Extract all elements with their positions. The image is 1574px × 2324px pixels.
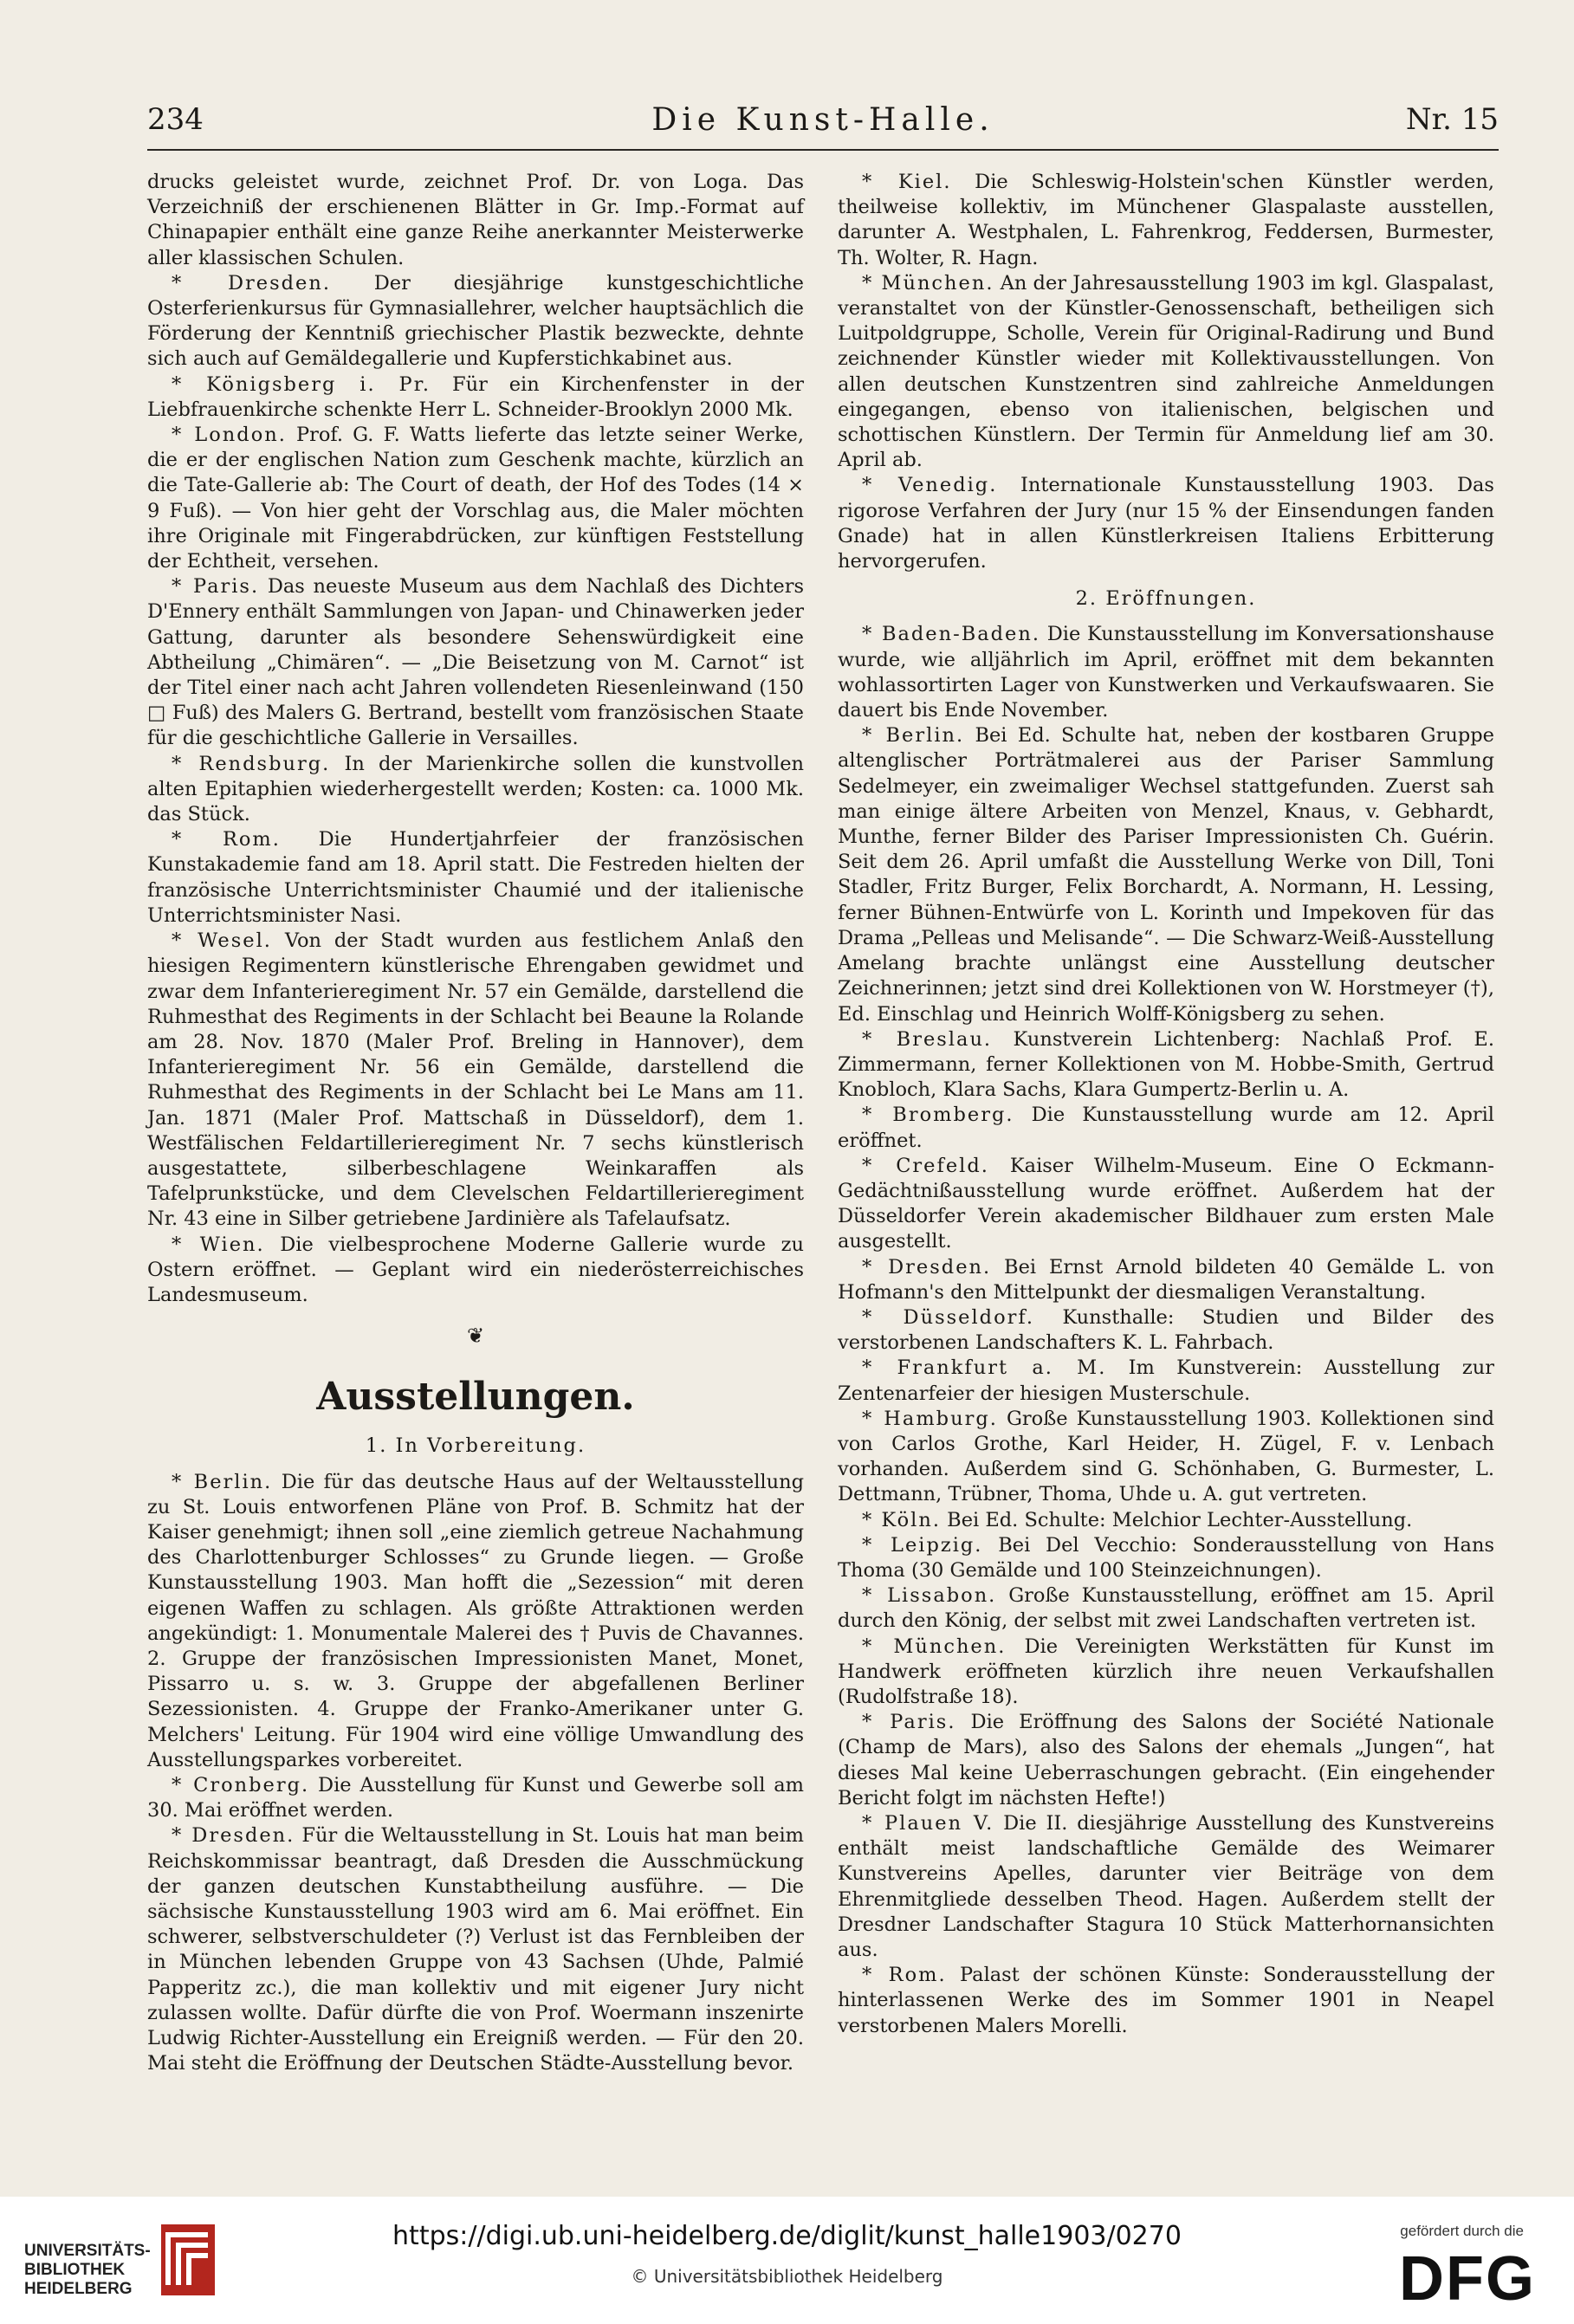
place-name: * Berlin. (172, 1470, 273, 1493)
paragraph (147, 1773, 804, 1823)
paragraph-text: Im Kunstverein: Ausstellung zur Zentenarfeier der hiesigen Musterschule. (838, 1356, 1495, 1405)
paragraph-text: Die Kunstausstellung wurde am 12. April eröffnet. (838, 1104, 1494, 1152)
paragraph-text: Kunsthalle: Studien und Bilder des verstorbenen Landschafters K. L. Fahrbach. (838, 1305, 1495, 1355)
place-name: * Dresden. (172, 1824, 295, 1848)
paragraph (838, 1533, 1494, 1583)
paragraph-text: Die Ausstellung für Kunst und Gewerbe soll am 30. Mai eröffnet werden. (147, 1773, 805, 1822)
journal-title: Die Kunst-Halle. (651, 102, 994, 138)
dfg-logo: DFG (1399, 2244, 1536, 2314)
place-name: * Wien. (172, 1233, 265, 1256)
place-name: * Breslau. (862, 1027, 993, 1051)
place-name: * Dresden. (172, 271, 331, 295)
left-column (147, 170, 804, 2076)
paragraph-text: Prof. G. F. Watts lieferte das letzte seiner Werke, die er der englischen Nation zum Geschenk machte, kürzlich an die Tate-Gallerie ab: The Court of death, der Hof des Todes (14 × 9 Fuß). — Von hier geht der Vorschlag aus, die Maler möchten ihre Originale mit Fingerabdrücken, zur künftigen Feststellung der Echtheit, versehen. (147, 424, 805, 573)
paragraph (838, 622, 1494, 723)
paragraph-text: Bei Ernst Arnold bildeten 40 Gemälde L. von Hofmann's den Mittelpunkt der diesmaligen Veranstaltung. (838, 1255, 1494, 1304)
paragraph-text: drucks geleistet wurde, zeichnet Prof. Dr. von Loga. Das Verzeichniß der erschienenen Blätter in Gr. Imp.-Format auf Chinapapier enthält eine ganze Reihe anerkannter Meisterwerke aller klassischen Schulen. (147, 171, 804, 269)
paragraph (147, 271, 804, 372)
subsection-heading: 2. Eröffnungen. (1075, 587, 1257, 611)
paragraph-text: Die Kunstausstellung im Konversationshause wurde, wie alljährlich im April, eröffnet mit dem bekannten wohlassortirten Lager von Kunstwerken und Verkaufswaaren. Sie dauert bis Ende November. (838, 623, 1494, 722)
place-name: * Paris. (172, 575, 260, 599)
paragraph-text: In der Marienkirche sollen die kunstvollen alten Epitaphien wiederhergestellt werden; Kosten: ca. 1000 Mk. das Stück. (147, 752, 805, 826)
paragraph (838, 723, 1494, 1026)
copyright-notice: © Universitätsbibliothek Heidelberg (631, 2266, 943, 2287)
paragraph (838, 271, 1494, 474)
paragraph (147, 827, 804, 929)
paragraph (838, 473, 1494, 574)
paragraph-text: Von der Stadt wurden aus festlichem Anlaß den hiesigen Regimentern künstlerische Ehrengaben gewidmet und zwar dem Infanterieregiment Nr. 57 ein Gemälde, darstellend die Ruhmesthat des Regiments in der Schlacht bei Beaune la Rolande am 28. Nov. 1870 (Maler Prof. Breling in Hannover), dem Infanterieregiment Nr. 56 ein Gemälde, darstellend die Ruhmesthat des Regiments in der Schlacht bei Le Mans am 11. Jan. 1871 (Maler Prof. Mattschaß in Düsseldorf), dem 1. Westfälischen Feldartillerieregiment Nr. 7 sechs künstlerisch ausgestattete, silberbeschlagene Weinkaraffen als Tafelprunkstücke, und dem Clevelschen Feldartillerieregiment Nr. 43 eine in Silber getriebene Jardinière als Tafelaufsatz. (147, 929, 804, 1231)
place-name: * Crefeld. (862, 1154, 989, 1177)
paragraph-text: Der diesjährige kunstgeschichtliche Osterferienkursus für Gymnasiallehrer, welcher hauptsächlich die Förderung der Kenntniß griechischer Plastik bezweckte, dehnte sich auch auf Gemäldegallerie und Kupferstichkabinet aus. (147, 271, 805, 371)
paragraph-text: Für die Weltausstellung in St. Louis hat man beim Reichskommissar beantragt, daß Dresden die Ausschmückung der ganzen deutschen Kunstabtheilung ausführe. — Die sächsische Kunstausstellung 1903 wird am 6. Mai eröffnet. Ein schwerer, selbstverschuldeter (?) Verlust ist das Fernbleiben der in München lebenden Gruppe von 43 Sachsen (Uhde, Palmié Papperitz zc.), die man kollektiv und mit eigener Jury nicht zulassen wollte. Dafür dürfte die von Prof. Woermann inszenirte Ludwig Richter-Ausstellung ein Ereigniß werden. — Für den 20. Mai steht die Eröffnung der Deutschen Städte-Ausstellung bevor. (147, 1824, 805, 2075)
place-name: * Rendsburg. (172, 752, 331, 775)
place-name: * Berlin. (862, 724, 965, 748)
place-name: * Plauen V. (862, 1812, 994, 1835)
section-title: Ausstellungen. (316, 1375, 635, 1420)
place-name: * Köln. (862, 1508, 941, 1531)
paragraph (147, 423, 804, 574)
library-name-line: BIBLIOTHEK (24, 2261, 126, 2279)
place-name: * London. (172, 424, 287, 447)
paragraph (147, 752, 804, 828)
paragraph (147, 372, 804, 423)
permalink-url[interactable]: https://digi.ub.uni-heidelberg.de/diglit/kunst_halle1903/0270 (392, 2221, 1182, 2251)
paragraph (838, 1508, 1494, 1533)
place-name: * Lissabon. (862, 1584, 997, 1608)
place-name: * Cronberg. (172, 1773, 310, 1796)
header-rule (147, 149, 1499, 151)
fleuron-ornament: ❦ (466, 1324, 485, 1349)
library-name-line: HEIDELBERG (24, 2280, 133, 2298)
subsection-heading: 1. In Vorbereitung. (365, 1434, 586, 1458)
paragraph-text: Die vielbesprochene Moderne Gallerie wurde zu Ostern eröffnet. — Geplant wird ein niederösterreichisches Landesmuseum. (147, 1233, 804, 1306)
paragraph-text: Internationale Kunstausstellung 1903. Das rigorose Verfahren der Jury (nur 15 % der Einsendungen fanden Gnade) hat in allen Künstlerkreisen Italiens Erbitterung hervorgerufen. (838, 474, 1494, 573)
paragraph (147, 1233, 804, 1309)
paragraph (838, 1027, 1494, 1104)
paragraph-text: Die Eröffnung des Salons der Société Nationale (Champ de Mars), also des Salons der ehemals „Jungen“, hat dieses Mal keine Ueberraschungen gebracht. (Ein eingehender Bericht folgt im nächsten Hefte!) (838, 1711, 1494, 1809)
place-name: * Dresden. (862, 1255, 992, 1279)
place-name: * Bromberg. (862, 1104, 1014, 1127)
paragraph-text: Die Schleswig-Holstein'schen Künstler werden, theilweise kollektiv, im Münchener Glaspalaste ausstellen, darunter A. Westphalen, L. Fahrenkrog, Feddersen, Burmester, Th. Wolter, R. Hagn. (838, 171, 1494, 269)
paragraph (147, 929, 804, 1232)
paragraph-text: Palast der schönen Künste: Sonderausstellung der hinterlassenen Werke des im Sommer 1901 in Neapel verstorbenen Malers Morelli. (838, 1964, 1494, 2037)
paragraph (838, 1407, 1494, 1508)
paragraph (838, 1103, 1494, 1153)
paragraph-text: An der Jahresausstellung 1903 im kgl. Glaspalast, veranstaltet von der Künstler-Genossenschaft, betheiligen sich Luitpoldgruppe, Scholle, Verein für Original-Radirung und Bund zeichnender Künstler wieder mit Kollektivausstellungen. Von allen deutschen Kunstzentren sind zahlreiche Anmeldungen eingegangen, ebenso von italienischen, belgischen und schottischen Künstlern. Der Termin für Anmeldung lief am 30. April ab. (838, 271, 1494, 472)
place-name: * Hamburg. (862, 1407, 998, 1430)
issue-number: Nr. 15 (1405, 102, 1499, 137)
paragraph-text: Bei Ed. Schulte hat, neben der kostbaren Gruppe altenglischer Porträtmalerei aus der Pariser Sammlung Sedelmeyer, ein zweimaliger Wechsel stattgefunden. Zuerst sah man einige ältere Arbeiten von Menzel, Knaus, v. Gebhardt, Munthe, ferner Bilder des Pariser Impressionisten Ch. Guérin. Seit dem 26. April umfaßt die Ausstellung Werke von Dill, Toni Stadler, Fritz Burger, Felix Borchardt, A. Normann, H. Lessing, ferner Bühnen-Entwürfe von L. Korinth und Impekoven für das Drama „Pelleas und Melisande“. — Die Schwarz-Weiß-Ausstellung Amelang brachte unlängst eine Ausstellung deutscher Zeichnerinnen; jetzt sind drei Kollektionen von W. Horstmeyer (†), Ed. Einschlag und Heinrich Wolff-Königsberg zu sehen. (838, 724, 1494, 1026)
paragraph (838, 1356, 1494, 1406)
place-name: * Rom. (862, 1964, 947, 1987)
place-name: * Königsberg i. Pr. (172, 372, 431, 396)
right-column (838, 170, 1494, 2039)
place-name: * Paris. (862, 1711, 956, 1734)
paragraph-text: Die Hundertjahrfeier der französischen Kunstakademie fand am 18. April statt. Die Festreden hielten der französische Unterrichtsminister Chaumié und der italienische Unterrichtsminister Nasi. (147, 828, 804, 927)
paragraph-text: Die Vereinigten Werkstätten für Kunst im Handwerk eröffneten kürzlich ihre neuen Verkaufshallen (Rudolfstraße 18). (838, 1635, 1494, 1708)
place-name: * Frankfurt a. M. (862, 1356, 1107, 1380)
paragraph (838, 1811, 1494, 1963)
paragraph (838, 1635, 1494, 1711)
place-name: * Baden-Baden. (862, 623, 1041, 646)
paragraph (147, 1470, 804, 1773)
paragraph-text: Bei Ed. Schulte: Melchior Lechter-Ausstellung. (947, 1508, 1413, 1531)
place-name: * Leipzig. (862, 1533, 983, 1557)
paragraph-text: Die für das deutsche Haus auf der Weltausstellung zu St. Louis entworfenen Pläne von Prof. B. Schmitz hat der Kaiser genehmigt; ihnen soll „eine ziemlich getreue Nachahmung des Charlottenburger Schlosses“ zu Grunde liegen. — Große Kunstausstellung 1903. Man hofft die „Sezession“ mit deren eigenen Waffen zu schlagen. Als größte Attraktionen werden angekündigt: 1. Monumentale Malerei des † Puvis de Chavannes. 2. Gruppe der französischen Impressionisten Manet, Monet, Pissarro u. s. w. 3. Gruppe der abgefallenen Berliner Sezessionisten. 4. Gruppe der Franko-Amerikaner unter G. Melchers' Leitung. Für 1904 wird eine völlige Umwandlung des Ausstellungsparkes vorbereitet. (147, 1470, 804, 1771)
page-header (147, 102, 1499, 144)
library-footer (0, 2197, 1574, 2324)
paragraph (838, 170, 1494, 271)
paragraph-text: Das neueste Museum aus dem Nachlaß des Dichters D'Ennery enthält Sammlungen von Japan- und Chinawerken jeder Gattung, darunter als besondere Sehenswürdigkeit eine Abtheilung „Chimären“. — „Die Beisetzung von M. Carnot“ ist der Titel einer nach acht Jahren vollendeten Riesenleinwand (150 □ Fuß) des Malers G. Bertrand, bestellt vom französischen Staate für die geschichtliche Gallerie in Versailles. (147, 575, 804, 750)
place-name: * Rom. (172, 828, 281, 851)
place-name: * Kiel. (862, 171, 952, 193)
paragraph (838, 1255, 1494, 1305)
paragraph (147, 1823, 804, 2076)
paragraph-text: Kunstverein Lichtenberg: Nachlaß Prof. E. Zimmermann, ferner Kollektionen von M. Hobbe-Smith, Gertrud Knobloch, Klara Sachs, Klara Gumpertz-Berlin u. A. (838, 1027, 1494, 1102)
paragraph-text: Für ein Kirchenfenster in der Liebfrauenkirche schenkte Herr L. Schneider-Brooklyn 2000 Mk. (147, 372, 804, 421)
page-number: 234 (147, 102, 204, 137)
paragraph (838, 1154, 1494, 1255)
paragraph-text: Bei Del Vecchio: Sonderausstellung von Hans Thoma (30 Gemälde und 100 Steinzeichnungen). (838, 1533, 1494, 1582)
paragraph-text: Große Kunstausstellung 1903. Kollektionen sind von Carlos Grothe, Karl Heider, H. Zügel, F. v. Lenbach vorhanden. Außerdem sind G. Schönhaben, G. Burmester, L. Dettmann, Trübner, Thoma, Uhde u. A. gut vertreten. (838, 1407, 1494, 1506)
place-name: * München. (862, 1635, 1007, 1658)
funding-note: gefördert durch die (1400, 2223, 1524, 2239)
place-name: * München. (862, 271, 994, 295)
place-name: * Venedig. (862, 474, 998, 497)
paragraph (838, 1963, 1494, 2039)
paragraph-text: Kaiser Wilhelm-Museum. Eine O Eckmann-Gedächtnißausstellung wurde eröffnet. Außerdem hat der Düsseldorfer Verein akademischer Bildhauer zum ersten Male ausgestellt. (838, 1154, 1494, 1253)
paragraph (147, 170, 804, 271)
place-name: * Düsseldorf. (862, 1305, 1035, 1329)
paragraph (838, 1305, 1494, 1356)
paragraph (147, 574, 804, 751)
paragraph (838, 1583, 1494, 1634)
paragraph-text: Große Kunstausstellung, eröffnet am 15. April durch den König, der selbst mit zwei Landschaften vertreten ist. (838, 1584, 1495, 1633)
place-name: * Wesel. (172, 929, 272, 953)
paragraph-text: Die II. diesjährige Ausstellung des Kunstvereins enthält meist landschaftliche Gemälde des Weimarer Kunstvereins Apelles, darunter vier Beiträge von dem Ehrenmitgliede desselben Theod. Hagen. Außerdem stellt der Dresdner Landschafter Stagura 10 Stück Matterhornansichten aus. (838, 1812, 1495, 1962)
paragraph (838, 1710, 1494, 1811)
library-name-line: UNIVERSITÄTS- (24, 2242, 151, 2260)
